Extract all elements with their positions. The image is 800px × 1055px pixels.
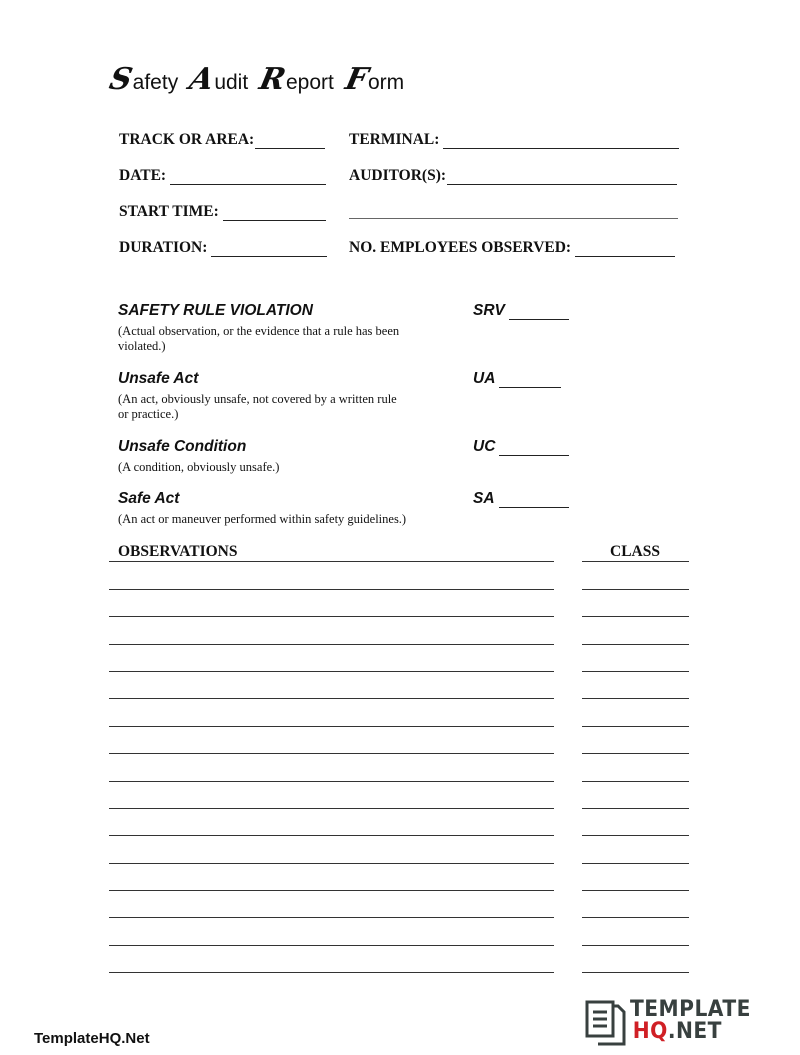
category-sa [118, 490, 588, 527]
observation-line[interactable] [109, 890, 554, 891]
class-line[interactable] [582, 753, 689, 754]
observation-line[interactable] [109, 972, 554, 973]
date-label: DATE: [119, 167, 167, 184]
track-or-area-field[interactable] [119, 131, 325, 149]
logo-line2 [633, 1021, 751, 1043]
category-title: SAFETY RULE VIOLATION [118, 302, 313, 319]
class-line[interactable] [582, 917, 689, 918]
observation-line[interactable] [109, 945, 554, 946]
form-title [106, 62, 410, 97]
category-title: Unsafe Condition [118, 438, 247, 455]
field-row-3 [119, 203, 689, 223]
category-code-blank[interactable] [499, 372, 561, 388]
field-row-1 [119, 131, 689, 151]
terminal-field[interactable] [349, 131, 679, 149]
auditors-label: AUDITOR(S): [349, 167, 447, 184]
class-line[interactable] [582, 616, 689, 617]
observation-line[interactable] [109, 808, 554, 809]
employees-observed-field[interactable] [349, 239, 675, 257]
class-line[interactable] [582, 890, 689, 891]
document-stack-icon [584, 1000, 628, 1046]
class-line[interactable] [582, 726, 689, 727]
observation-line[interactable] [109, 726, 554, 727]
observation-line[interactable] [109, 644, 554, 645]
category-code-field[interactable] [473, 438, 569, 456]
duration-blank[interactable] [211, 241, 327, 257]
category-code-field[interactable] [473, 302, 569, 320]
observation-line[interactable] [109, 616, 554, 617]
logo-wordmark [630, 999, 751, 1043]
observation-line[interactable] [109, 753, 554, 754]
category-code: SRV [473, 302, 505, 319]
title-word: Form [341, 62, 405, 97]
terminal-label: TERMINAL: [349, 131, 440, 148]
class-line[interactable] [582, 863, 689, 864]
track-or-area-blank[interactable] [255, 133, 325, 149]
start-time-blank[interactable] [223, 205, 326, 221]
auditors-blank[interactable] [447, 169, 677, 185]
observation-line[interactable] [109, 698, 554, 699]
track-or-area-label: TRACK OR AREA: [119, 131, 255, 148]
category-code-blank[interactable] [509, 304, 569, 320]
class-header-rule [582, 561, 689, 562]
logo-net: .NET [667, 1019, 722, 1044]
category-description: (An act or maneuver performed within safety guidelines.) [118, 512, 407, 526]
category-title: Unsafe Act [118, 370, 199, 387]
observation-line[interactable] [109, 671, 554, 672]
category-srv [118, 302, 588, 354]
employees-observed-blank[interactable] [575, 241, 675, 257]
observation-line[interactable] [109, 781, 554, 782]
title-word: Safety [106, 62, 179, 97]
class-line[interactable] [582, 835, 689, 836]
title-word: Report [256, 62, 334, 97]
logo-line1: TEMPLATE [630, 997, 751, 1022]
class-line[interactable] [582, 671, 689, 672]
category-code: UC [473, 438, 496, 455]
category-description: (A condition, obviously unsafe.) [118, 460, 280, 474]
footer-site-text: TemplateHQ.Net [34, 1030, 150, 1047]
class-line[interactable] [582, 808, 689, 809]
category-code: UA [473, 370, 496, 387]
employees-observed-label: NO. EMPLOYEES OBSERVED: [349, 239, 572, 256]
observation-line[interactable] [109, 863, 554, 864]
category-code-blank[interactable] [499, 440, 569, 456]
auditors-field[interactable] [349, 167, 677, 185]
category-code: SA [473, 490, 495, 507]
title-word: Audit [186, 62, 249, 97]
class-line[interactable] [582, 972, 689, 973]
start-time-label: START TIME: [119, 203, 219, 220]
observation-line[interactable] [109, 589, 554, 590]
templatehq-logo [584, 997, 774, 1048]
class-line[interactable] [582, 644, 689, 645]
date-blank[interactable] [170, 169, 326, 185]
category-code-field[interactable] [473, 490, 569, 508]
category-description: (An act, obviously unsafe, not covered by a written rule or practice.) [118, 392, 397, 421]
terminal-blank[interactable] [443, 133, 679, 149]
observations-header-rule [109, 561, 554, 562]
class-line[interactable] [582, 589, 689, 590]
category-ua [118, 370, 588, 422]
logo-hq: HQ [632, 1019, 668, 1044]
field-row-4 [119, 239, 689, 259]
duration-field[interactable] [119, 239, 327, 257]
category-title: Safe Act [118, 490, 180, 507]
class-line[interactable] [582, 698, 689, 699]
class-header: CLASS [610, 543, 660, 560]
category-code-blank[interactable] [499, 492, 569, 508]
start-time-field[interactable] [119, 203, 326, 221]
extra-blank-line[interactable] [349, 203, 678, 219]
observation-line[interactable] [109, 835, 554, 836]
class-line[interactable] [582, 945, 689, 946]
category-description: (Actual observation, or the evidence that a rule has been violated.) [118, 324, 400, 353]
category-code-field[interactable] [473, 370, 561, 388]
duration-label: DURATION: [119, 239, 208, 256]
observation-line[interactable] [109, 917, 554, 918]
field-row-2 [119, 167, 689, 187]
class-line[interactable] [582, 781, 689, 782]
observations-header: OBSERVATIONS [118, 543, 238, 560]
category-uc [118, 438, 588, 475]
date-field[interactable] [119, 167, 326, 185]
extra-blank-field[interactable] [349, 203, 678, 219]
